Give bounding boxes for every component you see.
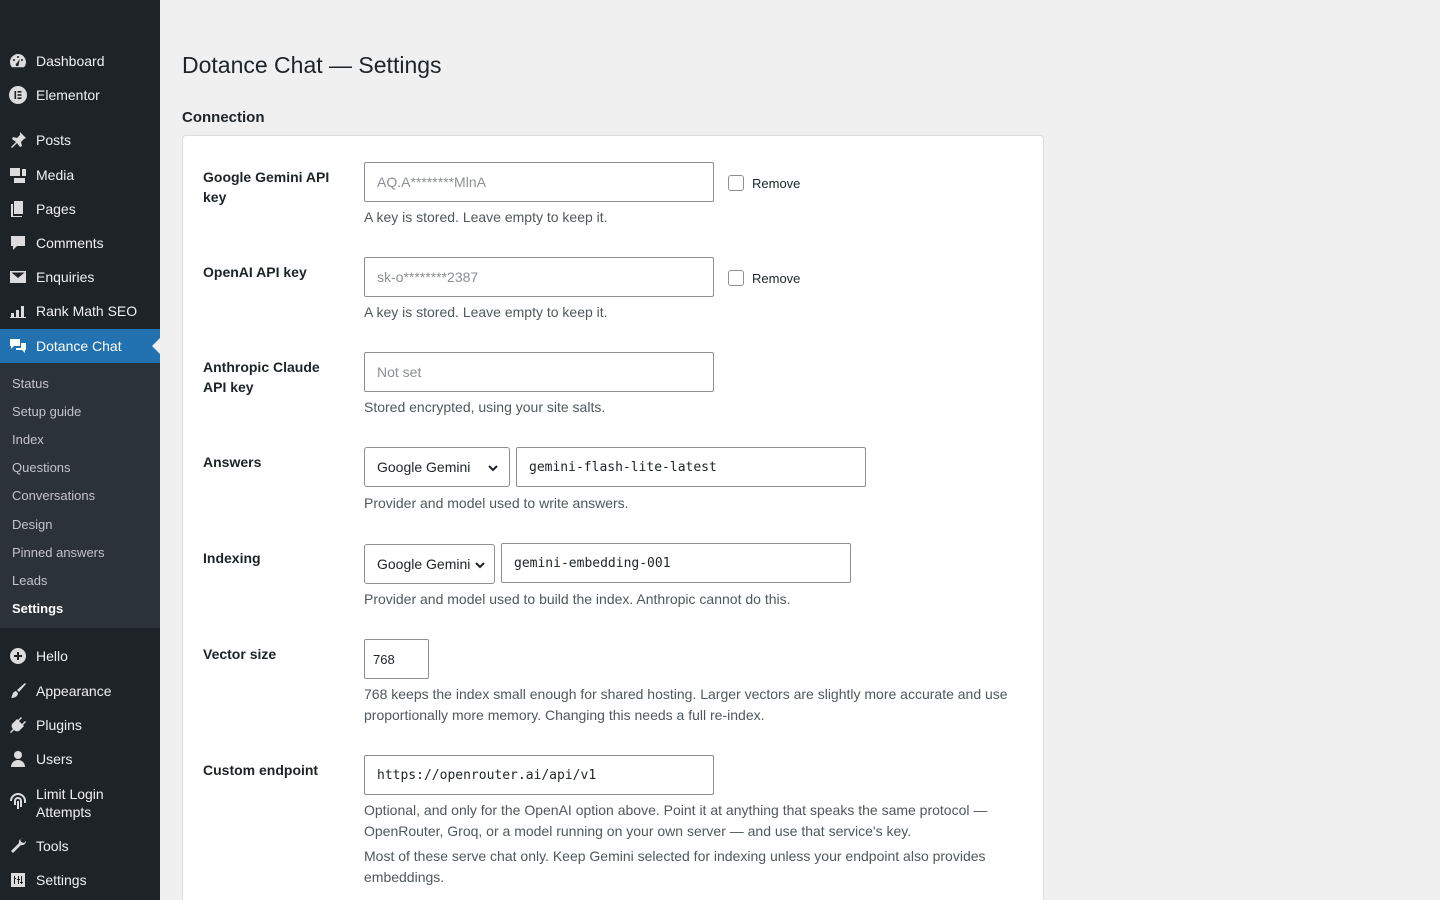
plug-icon [0,715,36,735]
custom-endpoint-label: Custom endpoint [203,762,319,778]
sidebar-item-label: Enquiries [36,269,95,285]
custom-endpoint-note: Most of these serve chat only. Keep Gemini selected for indexing unless your endpoint also provides embeddings. [364,848,986,885]
envelope-icon [0,267,36,287]
sidebar-item-pages[interactable] [0,192,160,226]
plus-circle-icon [0,646,36,666]
checkbox-box[interactable] [728,175,744,191]
chart-icon [0,301,36,321]
chevron-down-icon [474,558,486,570]
answers-provider-select[interactable] [364,447,510,487]
fingerprint-icon [0,785,36,811]
sidebar-item-label: Plugins [36,717,82,733]
anthropic-key-input[interactable] [364,352,714,392]
submenu-design[interactable]: Design [12,517,53,532]
sidebar-item-label: Elementor [36,87,100,103]
openai-remove-checkbox[interactable] [728,270,800,286]
pin-icon [0,130,36,150]
sidebar-item-rank-math[interactable] [0,294,160,328]
gemini-key-input[interactable] [364,162,714,202]
answers-model-input[interactable] [516,447,866,487]
paintbrush-icon [0,681,36,701]
chevron-down-icon [487,461,499,473]
select-value: Google Gemini [377,459,471,475]
pages-icon [0,199,36,219]
section-title: Connection [182,109,265,126]
media-icon [0,165,36,185]
openai-key-description: A key is stored. Leave empty to keep it. [364,304,608,320]
gemini-key-label: Google Gemini API key [203,169,330,205]
sidebar-item-media[interactable] [0,158,160,192]
sidebar-item-label: Dotance Chat [36,338,122,354]
sidebar-item-hello[interactable] [0,639,160,673]
sidebar-item-dotance-chat[interactable] [0,329,160,363]
indexing-provider-select[interactable] [364,544,495,584]
submenu-status[interactable]: Status [12,376,49,391]
dashboard-icon [0,51,36,71]
custom-endpoint-input[interactable] [364,755,714,795]
settings-card [182,135,1044,900]
sidebar-item-label: Dashboard [36,53,105,69]
answers-label: Answers [203,454,262,470]
sidebar-item-label: Settings [36,872,87,888]
sidebar-item-label: Users [36,751,73,767]
gemini-key-description: A key is stored. Leave empty to keep it. [364,209,608,225]
sidebar-item-elementor[interactable] [0,78,160,112]
submenu-conversations[interactable]: Conversations [12,488,96,503]
anthropic-key-label: Anthropic Claude API key [203,359,320,395]
sidebar-item-label: Pages [36,201,76,217]
indexing-description: Provider and model used to build the index. Anthropic cannot do this. [364,591,791,607]
sidebar-item-label: Rank Math SEO [36,303,138,319]
sidebar-item-limit-login[interactable] [0,785,160,819]
dotance-chat-submenu [0,363,160,628]
sidebar-item-label: Appearance [36,683,112,699]
sidebar-item-settings[interactable] [0,863,160,897]
openai-key-label: OpenAI API key [203,264,307,280]
user-icon [0,749,36,769]
sidebar-item-label: Comments [36,235,104,251]
submenu-pinned-answers[interactable]: Pinned answers [12,545,105,560]
sidebar-item-label: Limit Login Attempts [36,786,104,820]
sidebar-item-label: Tools [36,838,69,854]
sidebar-item-users[interactable] [0,742,160,776]
submenu-questions[interactable]: Questions [12,460,71,475]
gemini-remove-checkbox[interactable] [728,175,800,191]
answers-description: Provider and model used to write answers. [364,495,629,511]
custom-endpoint-description: Optional, and only for the OpenAI option above. Point it at anything that speaks the same protocol — OpenRouter, Groq, or a model running on your own server — and use that service's key. [364,802,988,839]
vector-size-label: Vector size [203,646,277,662]
submenu-index[interactable]: Index [12,432,44,447]
sidebar-item-label: Media [36,167,75,183]
sidebar-item-tools[interactable] [0,829,160,863]
page-title: Dotance Chat — Settings [182,52,442,78]
sidebar-item-label: Posts [36,132,72,148]
sidebar-item-dashboard[interactable] [0,44,160,78]
active-indicator [152,338,160,354]
sidebar-item-plugins[interactable] [0,708,160,742]
sliders-icon [0,870,36,890]
anthropic-key-description: Stored encrypted, using your site salts. [364,399,606,415]
admin-sidebar [0,0,160,900]
sidebar-item-comments[interactable] [0,226,160,260]
sidebar-item-posts[interactable] [0,123,160,157]
comment-icon [0,233,36,253]
sidebar-item-label: Hello [36,648,68,664]
chat-bubbles-icon [0,336,36,356]
sidebar-item-enquiries[interactable] [0,260,160,294]
submenu-leads[interactable]: Leads [12,573,48,588]
elementor-icon [0,85,36,105]
select-value: Google Gemini [377,556,471,572]
submenu-setup-guide[interactable]: Setup guide [12,404,82,419]
checkbox-box[interactable] [728,270,744,286]
wrench-icon [0,836,36,856]
openai-key-input[interactable] [364,257,714,297]
indexing-label: Indexing [203,550,261,566]
checkbox-label: Remove [752,175,801,191]
main-content [182,0,1440,900]
indexing-model-input[interactable] [501,543,851,583]
sidebar-item-appearance[interactable] [0,674,160,708]
checkbox-label: Remove [752,270,801,286]
vector-size-input[interactable] [364,639,429,679]
vector-size-description: 768 keeps the index small enough for shared hosting. Larger vectors are slightly more accurate and use proportionally more memory. Changing this needs a full re-index. [364,686,1008,723]
submenu-settings[interactable]: Settings [12,601,64,616]
